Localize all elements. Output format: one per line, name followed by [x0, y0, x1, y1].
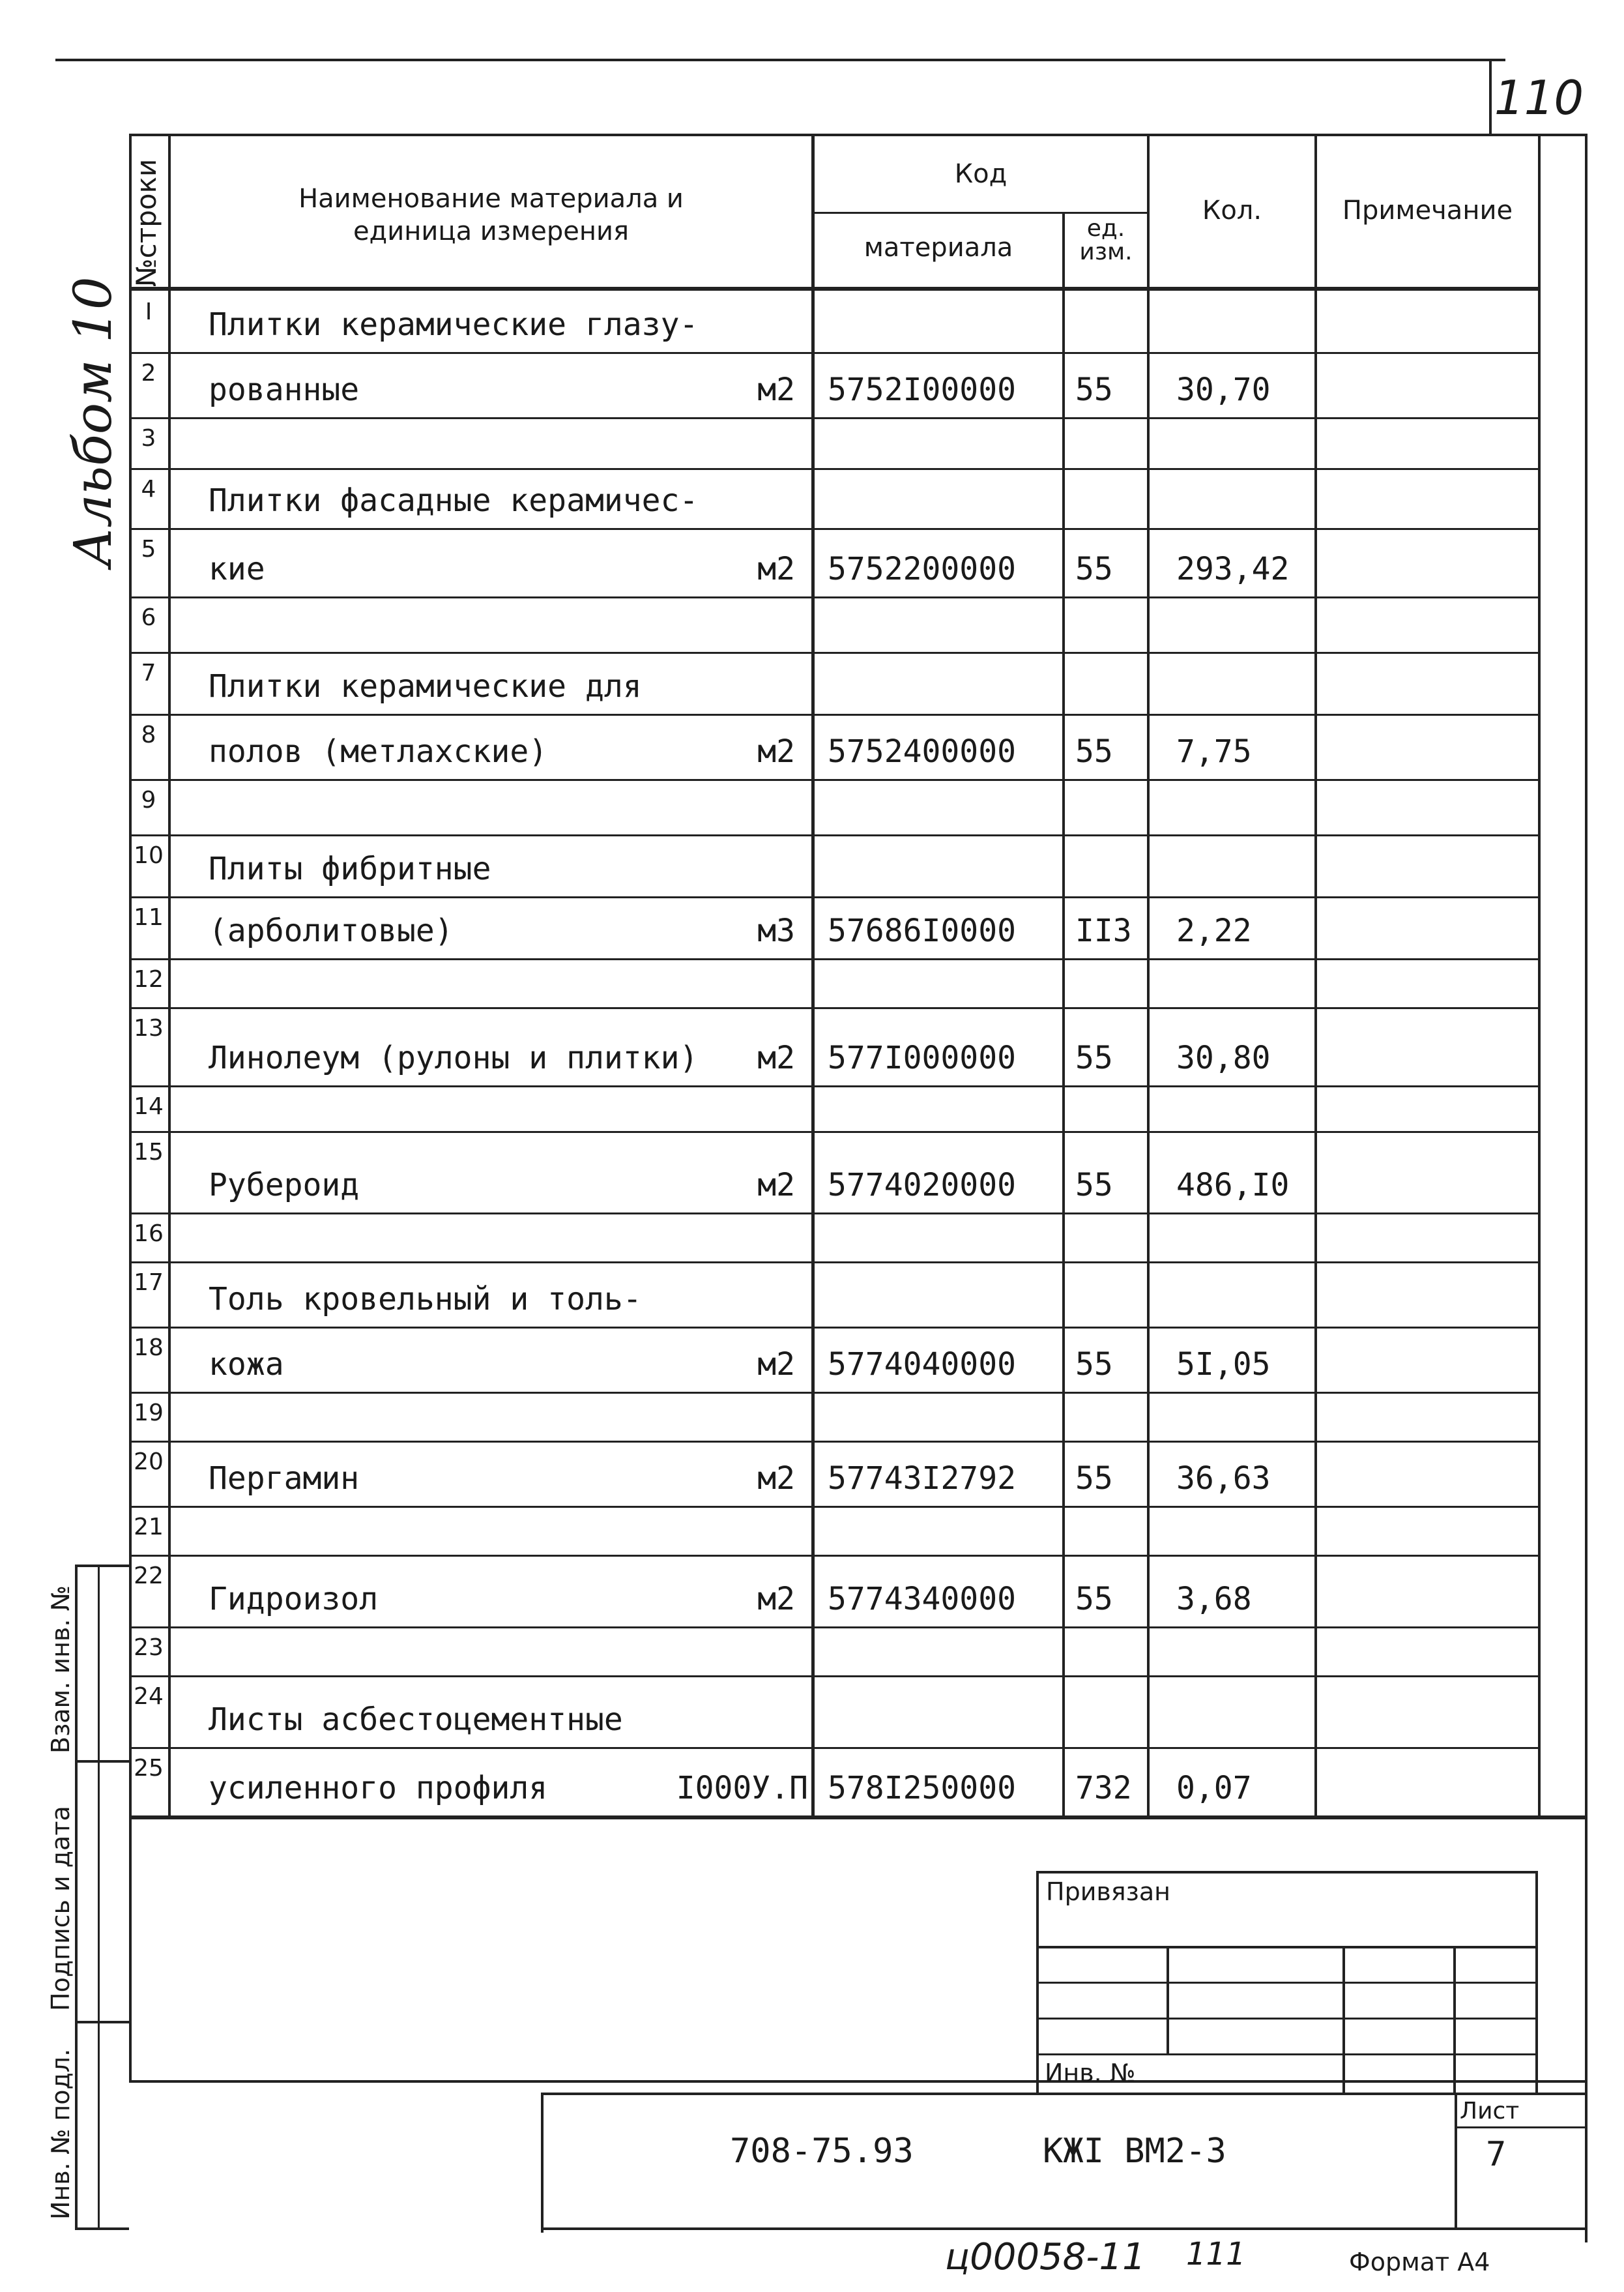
header-row-no: №строки — [130, 158, 162, 287]
material-unit: м2 — [757, 733, 795, 770]
row-number: 10 — [134, 842, 164, 869]
row-number: 19 — [134, 1400, 164, 1426]
unit-code: II3 — [1075, 913, 1132, 949]
row-number: 23 — [134, 1634, 164, 1661]
unit-code: 55 — [1075, 1581, 1113, 1617]
row-separator — [129, 1506, 1541, 1508]
row-number: 17 — [134, 1269, 164, 1296]
row-separator — [129, 1007, 1541, 1009]
stamp-main-top — [541, 2093, 1588, 2095]
col-line-right — [1538, 134, 1541, 1815]
material-name: Линолеум (рулоны и плитки) — [209, 1040, 699, 1076]
table-bottom-line — [129, 1815, 1588, 1819]
material-code: 5752200000 — [828, 551, 1016, 587]
row-separator — [129, 1392, 1541, 1394]
unit-code: 55 — [1075, 551, 1113, 587]
stamp-line-1 — [75, 1760, 129, 1763]
top-page-number: 110 — [1494, 70, 1584, 125]
header-code-material: материала — [863, 233, 1013, 263]
row-number: 3 — [141, 425, 156, 452]
material-name: Плитки керамические для — [209, 668, 642, 705]
row-number: 4 — [141, 476, 156, 503]
row-separator — [129, 896, 1541, 898]
row-separator — [129, 1441, 1541, 1443]
row-number: 12 — [134, 966, 164, 993]
row-separator — [129, 1555, 1541, 1557]
row-number: I — [145, 299, 152, 325]
col-line-code — [811, 134, 815, 1815]
material-code: 5774040000 — [828, 1346, 1016, 1383]
unit-code: 55 — [1075, 733, 1113, 770]
header-name: Наименование материала и единица измерения — [298, 184, 684, 246]
stamp-sheet-line — [1455, 2093, 1457, 2229]
material-name: Плитки керамические глазу- — [209, 306, 699, 343]
material-code: 57743I2792 — [828, 1460, 1016, 1497]
row-separator — [129, 596, 1541, 598]
material-name: Толь кровельный и толь- — [209, 1281, 642, 1317]
tb-line-4 — [1036, 2053, 1538, 2055]
header-code-unit: ед. изм. — [1079, 215, 1133, 265]
row-separator — [129, 352, 1541, 354]
stamp-line-2 — [75, 2021, 129, 2023]
quantity: 293,42 — [1176, 551, 1290, 587]
material-name: усиленного профиля — [209, 1770, 548, 1806]
header-note: Примечание — [1342, 196, 1513, 226]
material-unit: м2 — [757, 1040, 795, 1076]
row-separator — [129, 528, 1541, 530]
material-name: Рубероид — [209, 1167, 360, 1203]
col-line-qty — [1147, 134, 1150, 1815]
header-code: Код — [954, 159, 1008, 189]
tb-vline-3 — [1453, 1946, 1456, 2093]
row-number: 5 — [141, 536, 156, 563]
tb-privyazan: Привязан — [1046, 1877, 1170, 1906]
stamp-top-line — [75, 1565, 129, 1567]
tb-top-line — [1036, 1871, 1538, 1873]
material-code: 5774020000 — [828, 1167, 1016, 1203]
material-unit: м2 — [757, 1460, 795, 1497]
material-code: 5752400000 — [828, 733, 1016, 770]
material-unit: I000У.П — [676, 1770, 808, 1806]
unit-code: 55 — [1075, 1167, 1113, 1203]
row-number: 21 — [134, 1514, 164, 1540]
row-number: 9 — [141, 787, 156, 814]
sheet-label: Лист — [1460, 2098, 1520, 2124]
row-separator — [129, 1212, 1541, 1214]
row-number: 24 — [134, 1683, 164, 1710]
tb-line-1 — [1036, 1946, 1538, 1948]
stamp-vzam: Взам. инв. № — [46, 1585, 75, 1754]
footer-handwritten-num: 111 — [1186, 2236, 1246, 2272]
stamp-main-bottom — [541, 2227, 1588, 2230]
album-label: Альбом 10 — [63, 276, 123, 567]
doc-section: КЖI ВМ2-3 — [1043, 2132, 1226, 2171]
row-separator — [129, 958, 1541, 960]
material-name: рованные — [209, 372, 360, 408]
row-number: 8 — [141, 722, 156, 748]
stamp-podpis: Подпись и дата — [46, 1806, 75, 2011]
row-number: 14 — [134, 1093, 164, 1120]
material-name: Плиты фибритные — [209, 851, 491, 887]
unit-code: 732 — [1075, 1770, 1132, 1806]
row-separator — [129, 1626, 1541, 1628]
doc-code: 708-75.93 — [730, 2132, 914, 2171]
row-separator — [129, 1327, 1541, 1329]
unit-code: 55 — [1075, 1460, 1113, 1497]
col-line-unitcode — [1062, 212, 1065, 1815]
tb-line-2 — [1036, 1982, 1538, 1984]
row-separator — [129, 834, 1541, 836]
material-unit: м2 — [757, 1581, 795, 1617]
stamp-bottom-line — [75, 2227, 129, 2230]
material-unit: м2 — [757, 551, 795, 587]
row-number: 20 — [134, 1448, 164, 1475]
stamp-inv-podl: Инв. № подл. — [46, 2048, 75, 2220]
row-separator — [129, 1675, 1541, 1677]
material-name: кие — [209, 551, 265, 587]
row-number: 15 — [134, 1139, 164, 1166]
quantity: 3,68 — [1176, 1581, 1252, 1617]
quantity: 30,80 — [1176, 1040, 1271, 1076]
top-rule — [55, 59, 1505, 61]
material-code: 5774340000 — [828, 1581, 1016, 1617]
quantity: 0,07 — [1176, 1770, 1252, 1806]
row-number: 2 — [141, 360, 156, 387]
unit-code: 55 — [1075, 1346, 1113, 1383]
tb-vline-2 — [1342, 1946, 1345, 2093]
stamp-sheet-sub — [1455, 2126, 1588, 2128]
material-name: (арболитовые) — [209, 913, 454, 949]
tb-line-3 — [1036, 2018, 1538, 2020]
hdr-bottom-line — [129, 287, 1541, 291]
row-separator — [129, 1085, 1541, 1087]
material-code: 57686I0000 — [828, 913, 1016, 949]
row-number: 18 — [134, 1334, 164, 1361]
material-unit: м3 — [757, 913, 795, 949]
row-separator — [129, 779, 1541, 781]
material-code: 577I000000 — [828, 1040, 1016, 1076]
quantity: 30,70 — [1176, 372, 1271, 408]
material-unit: м2 — [757, 1346, 795, 1383]
tb-vline-1 — [1167, 1946, 1169, 2053]
stamp-mid-line — [98, 1565, 100, 2229]
col-line-note — [1314, 134, 1317, 1815]
row-separator — [129, 1747, 1541, 1749]
row-number: 16 — [134, 1220, 164, 1247]
footer-handwritten-code: ц00058-11 — [945, 2236, 1146, 2278]
row-separator — [129, 652, 1541, 654]
quantity: 5I,05 — [1176, 1346, 1271, 1383]
quantity: 486,I0 — [1176, 1167, 1290, 1203]
quantity: 36,63 — [1176, 1460, 1271, 1497]
material-code: 5752I00000 — [828, 372, 1016, 408]
row-number: 7 — [141, 660, 156, 686]
hdr-sub-line — [811, 212, 1150, 214]
row-separator — [129, 1131, 1541, 1133]
material-name: Гидроизол — [209, 1581, 379, 1617]
row-number: 25 — [134, 1755, 164, 1782]
material-unit: м2 — [757, 1167, 795, 1203]
quantity: 7,75 — [1176, 733, 1252, 770]
footer-format: Формат А4 — [1349, 2248, 1490, 2276]
stamp-left-line — [75, 1565, 78, 2229]
row-number: 11 — [134, 904, 164, 931]
quantity: 2,22 — [1176, 913, 1252, 949]
sheet-value: 7 — [1486, 2135, 1507, 2174]
row-separator — [129, 714, 1541, 716]
material-name: Пергамин — [209, 1460, 360, 1497]
row-number: 13 — [134, 1015, 164, 1042]
row-number: 6 — [141, 604, 156, 631]
row-number: 22 — [134, 1563, 164, 1589]
row-separator — [129, 468, 1541, 470]
tb-inv-no: Инв. № — [1045, 2059, 1136, 2087]
material-name: Листы асбестоцементные — [209, 1701, 623, 1738]
col-line-rownum — [168, 134, 171, 1815]
material-unit: м2 — [757, 372, 795, 408]
material-name: кожа — [209, 1346, 284, 1383]
row-separator — [129, 1261, 1541, 1263]
row-separator — [129, 417, 1541, 419]
right-border — [1585, 134, 1588, 2242]
stamp-main-left — [541, 2093, 544, 2233]
material-code: 578I250000 — [828, 1770, 1016, 1806]
top-page-box — [1489, 59, 1586, 136]
material-name: полов (метлахские) — [209, 733, 548, 770]
header-qty: Кол. — [1202, 196, 1262, 226]
unit-code: 55 — [1075, 1040, 1113, 1076]
unit-code: 55 — [1075, 372, 1113, 408]
material-name: Плитки фасадные керамичес- — [209, 482, 699, 519]
